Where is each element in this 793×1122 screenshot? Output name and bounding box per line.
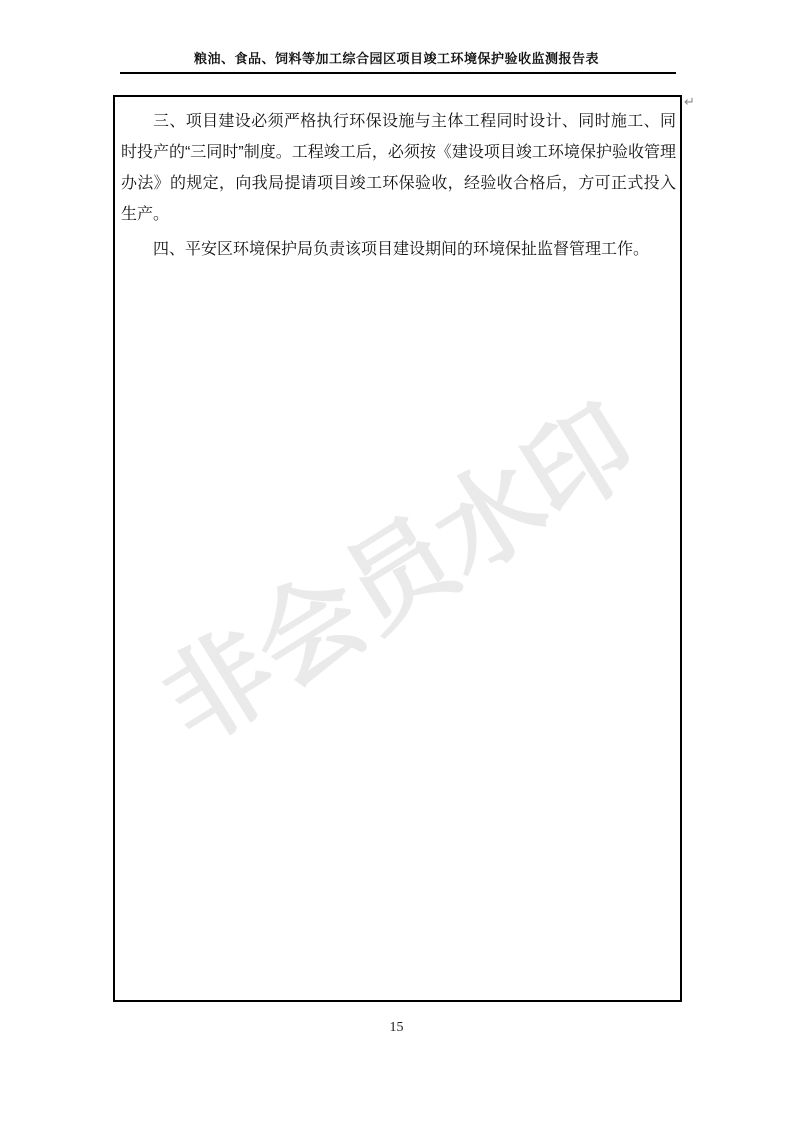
paragraph-three: 三、项目建设必须严格执行环保设施与主体工程同时设计、同时施工、同时投产的“三同时”制度。工程竣工后，必须按《建设项目竣工环境保护验收管理办法》的规定，向我局提请项目竣工环保验收，经验收合格后，方可正式投入生产。 (121, 113, 676, 223)
paragraph-four: 四、平安区环境保护局负责该项目建设期间的环境保扯监督管理工作。 (153, 241, 650, 258)
content-box (113, 95, 682, 1002)
paragraph-return-icon: ↵ (684, 94, 695, 109)
report-header-title: 粮油、食品、饲料等加工综合园区项目竣工环境保护验收监测报告表 (193, 51, 599, 66)
header-rule (120, 72, 676, 74)
watermark-text: 非会员水印 (144, 384, 656, 766)
page-number: 15 (389, 1020, 404, 1035)
